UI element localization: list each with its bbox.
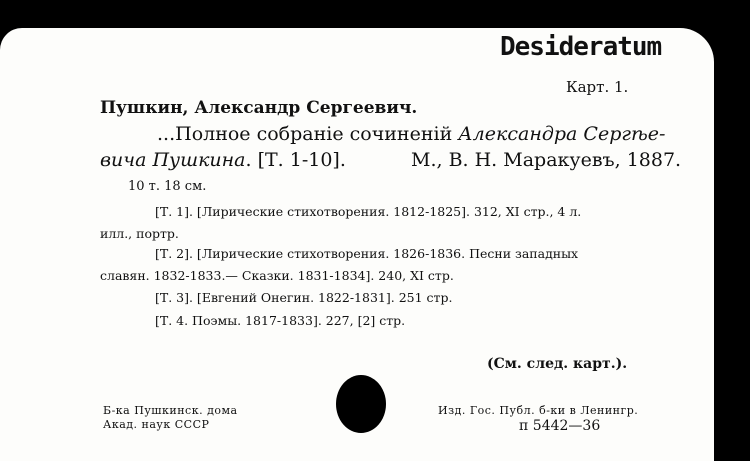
volume-2-line-2: славян. 1832-1833.— Сказки. 1831-1834]. 240, XI стр. <box>100 268 454 283</box>
title-line-2 <box>100 149 346 171</box>
card-number: Карт. 1. <box>566 78 629 96</box>
title-italic-text: Александра Сергѣе- <box>458 123 666 145</box>
volume-1-line-2: илл., портр. <box>100 226 179 241</box>
author-heading: Пушкин, Александр Сергеевич. <box>100 98 418 118</box>
title-normal-text: ...Полное собраніе сочиненій <box>157 123 459 145</box>
volume-3: [Т. 3]. [Евгений Онегин. 1822-1831]. 251 стр. <box>155 290 453 305</box>
volume-4: [Т. 4. Поэмы. 1817-1833]. 227, [2] стр. <box>155 313 406 328</box>
library-imprint-line-1: Б-ка Пушкинск. дома <box>103 404 238 417</box>
title-line-1 <box>157 123 665 145</box>
library-imprint-line-2: Акад. наук СССР <box>103 418 210 431</box>
card-punch-hole <box>336 375 386 433</box>
desideratum-stamp: Desideratum <box>500 32 662 62</box>
volume-1-line-1: [Т. 1]. [Лирические стихотворения. 1812-1825]. 312, XI стр., 4 л. <box>155 204 582 219</box>
physical-extent: 10 т. 18 см. <box>128 179 207 194</box>
imprint: М., В. Н. Маракуевъ, 1887. <box>411 149 682 171</box>
volume-2-line-1: [Т. 2]. [Лирические стихотворения. 1826-1836. Песни западных <box>155 246 579 261</box>
catalog-card <box>0 28 714 461</box>
publisher-imprint-line-1: Изд. Гос. Публ. б-ки в Ленингр. <box>438 404 639 417</box>
order-number: п 5442—36 <box>519 418 601 434</box>
title-italic-text-2: вича Пушкина <box>100 149 246 171</box>
title-volumes-range: . [Т. 1-10]. <box>245 149 346 171</box>
see-next-card: (См. след. карт.). <box>487 356 628 372</box>
